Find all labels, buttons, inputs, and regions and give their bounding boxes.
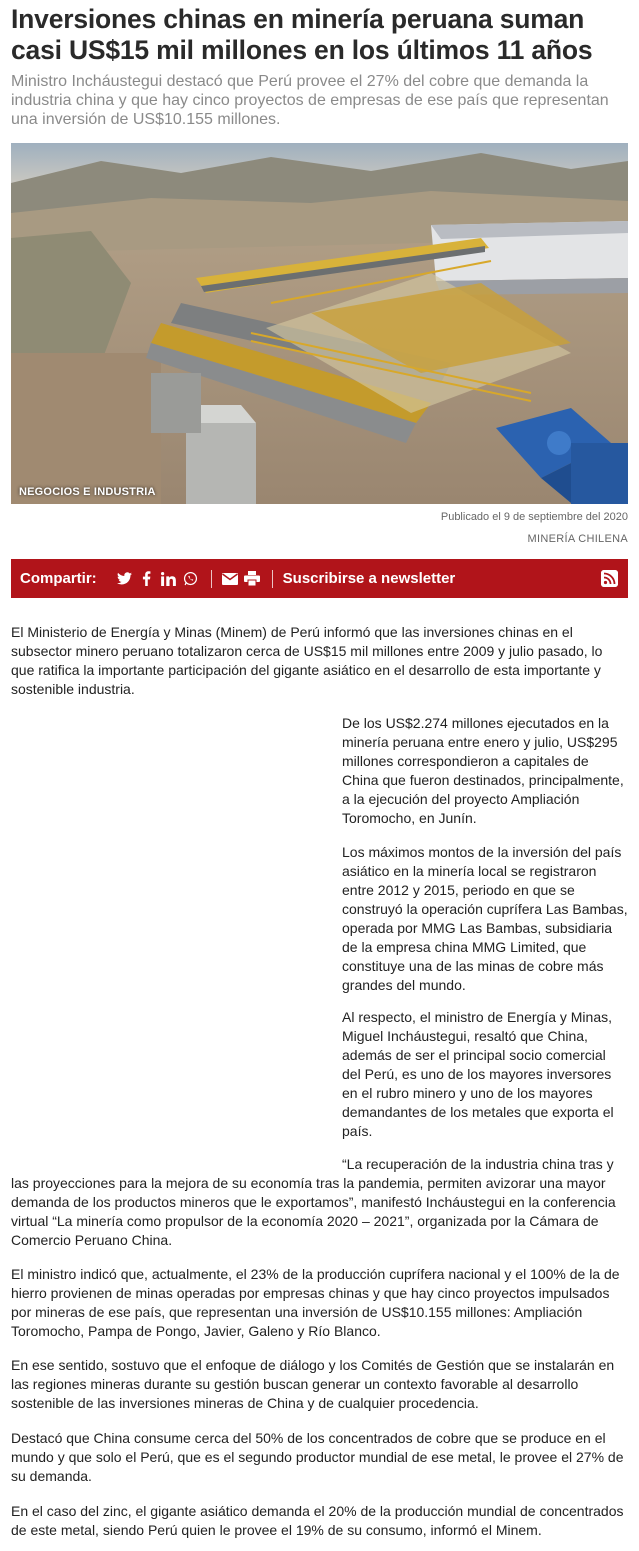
- email-icon[interactable]: [220, 569, 240, 589]
- article-paragraph: En ese sentido, sostuvo que el enfoque de diálogo y los Comités de Gestión que se instalarán en las regiones mineras durante su gestión buscan generar un contexto favorable al desarrollo sostenible de las inversiones mineras de China y de cualquier procedencia.: [11, 1357, 615, 1411]
- headline: Inversiones chinas en minería peruana suman casi US$15 mil millones en los últimos 11 años: [11, 4, 593, 65]
- share-icons: [115, 569, 281, 589]
- subscribe-newsletter-link[interactable]: Suscribirse a newsletter: [282, 570, 456, 587]
- article-paragraph: En el caso del zinc, el gigante asiático demanda el 20% de la producción mundial de concentrados de este metal, siendo Perú quien le provee el 19% de su consumo, informó el Minem.: [11, 1503, 624, 1538]
- article-paragraph: “La recuperación de la industria china tras y las proyecciones para la mejora de su economía tras la pandemia, permiten avizorar una mayor demanda de los productos mineros que le exportamos”, manifestó Incháustegui en la conferencia virtual “La minería como propulsor de la economía 2020 – 2021”, organizada por la Cámara de Comercio Peruano China.: [11, 1156, 616, 1248]
- lead-paragraph: Ministro Incháustegui destacó que Perú provee el 27% del cobre que demanda la industria china y que hay cinco proyectos de empresas de ese país que representan una inversión de US$10.155 millones.: [11, 73, 609, 128]
- category-tag[interactable]: NEGOCIOS E INDUSTRIA: [19, 486, 156, 498]
- facebook-icon[interactable]: [137, 569, 157, 589]
- article-paragraph: Al respecto, el ministro de Energía y Minas, Miguel Incháustegui, resaltó que China, además de ser el principal socio comercial del Perú, es uno de los mayores inversores en el rubro minero y uno de los mayores demandantes de los metales que exporta el país.: [342, 1009, 614, 1139]
- share-label: Compartir:: [20, 570, 97, 587]
- whatsapp-icon[interactable]: [181, 569, 201, 589]
- divider: [272, 570, 273, 588]
- article-paragraph: El ministro indicó que, actualmente, el 23% de la producción cuprífera nacional y el 100% de la de hierro provienen de minas operadas por empresas chinas y que hay cinco proyectos impulsados por mineras de ese país, que representan una inversión de US$10.155 millones: Ampliación Toromocho, Pampa de Pongo, Javier, Galeno y Río Blanco.: [11, 1266, 620, 1339]
- share-bar: [11, 559, 628, 598]
- print-icon[interactable]: [242, 569, 262, 589]
- article-paragraph: Los máximos montos de la inversión del país asiático en la minería local se registraron entre 2012 y 2015, periodo en que se construyó la operación cuprífera Las Bambas, operada por MMG Las Bambas, subsidiaria de la empresa china MMG Limited, que constituye una de las minas de cobre más grandes del mundo.: [342, 844, 628, 993]
- source-label: MINERÍA CHILENA: [527, 533, 628, 545]
- linkedin-icon[interactable]: [159, 569, 179, 589]
- twitter-icon[interactable]: [115, 569, 135, 589]
- hero-photo[interactable]: [11, 143, 628, 504]
- article-paragraph: Destacó que China consume cerca del 50% de los concentrados de cobre que se produce en el mundo y que solo el Perú, que es el segundo productor mundial de ese metal, le provee el 27% de su demanda.: [11, 1430, 624, 1484]
- publish-date: Publicado el 9 de septiembre del 2020: [440, 511, 628, 523]
- rss-icon[interactable]: [601, 570, 618, 587]
- article-paragraph: De los US$2.274 millones ejecutados en la minería peruana entre enero y julio, US$295 millones correspondieron a capitales de China que fueron destinados, principalmente, a la ejecución del proyecto Ampliación Toromocho, en Junín.: [342, 715, 624, 826]
- mining-plant-illustration: [11, 143, 628, 504]
- divider: [211, 570, 212, 588]
- article-paragraph: El Ministerio de Energía y Minas (Minem) de Perú informó que las inversiones chinas en el subsector minero peruano totalizaron cerca de US$15 mil millones entre 2009 y julio pasado, lo que ratifica la importante participación del gigante asiático en el desarrollo de esta importante y sostenible industria.: [11, 624, 603, 697]
